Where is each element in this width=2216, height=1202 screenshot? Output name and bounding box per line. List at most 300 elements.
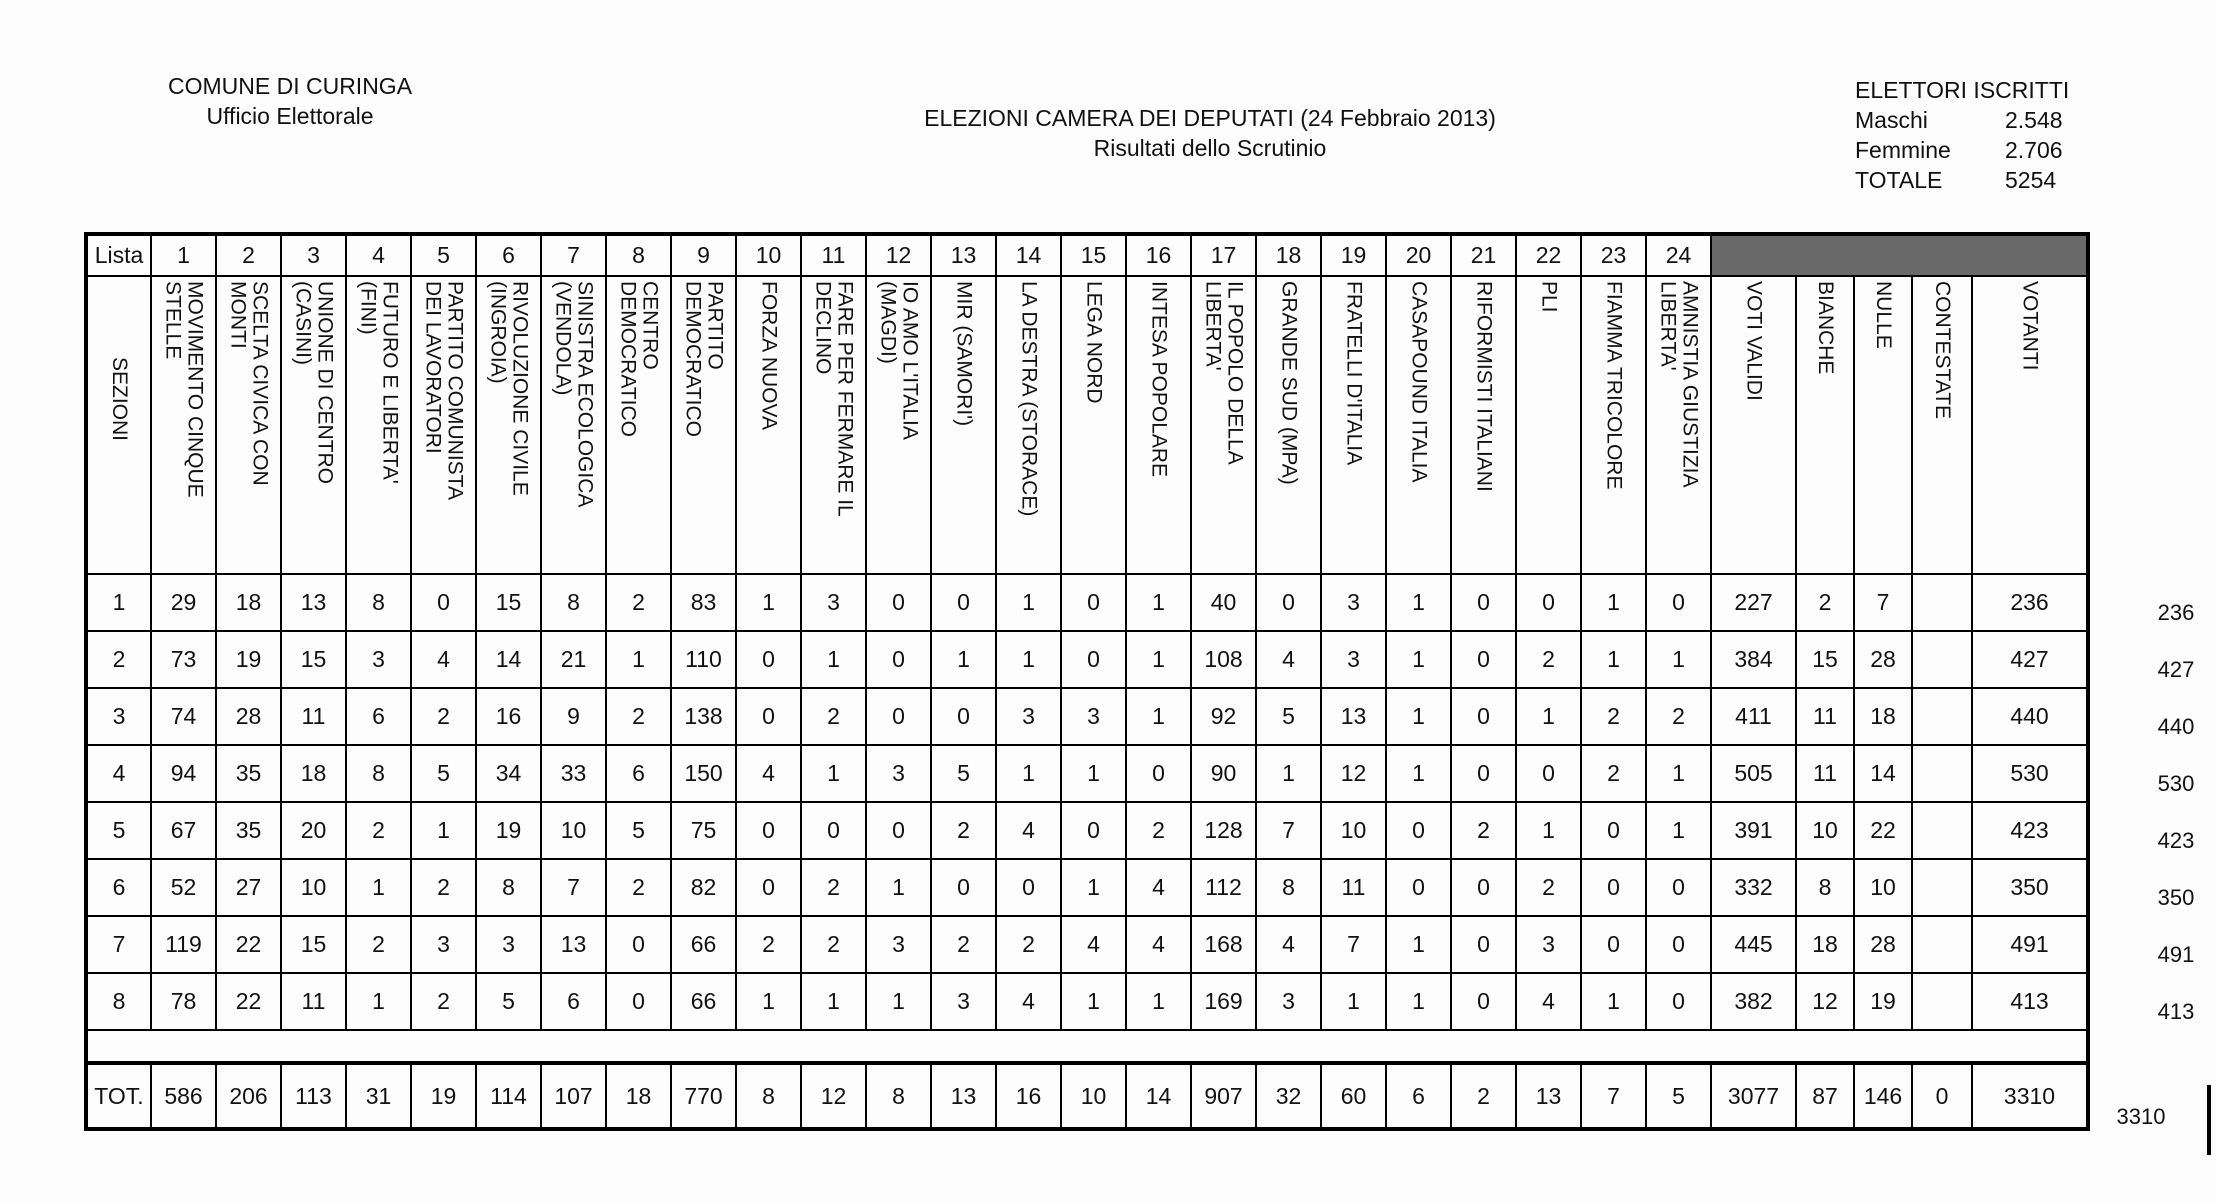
list-name: FARE PER FERMARE IL DECLINO [811, 281, 857, 517]
nulle-cell: 7 [1854, 574, 1912, 631]
total-vote-cell: 18 [606, 1063, 671, 1129]
table-row [86, 859, 2088, 916]
vote-cell: 14 [476, 631, 541, 688]
list-name: INTESA POPOLARE [1147, 281, 1171, 478]
vote-cell: 10 [281, 859, 346, 916]
summary-header-shading [1711, 234, 2088, 276]
vote-cell: 2 [1451, 802, 1516, 859]
vote-cell: 0 [1451, 859, 1516, 916]
vote-cell: 16 [476, 688, 541, 745]
vote-cell: 4 [996, 802, 1061, 859]
vote-cell: 35 [216, 802, 281, 859]
sezione-cell: 4 [86, 745, 151, 802]
table-row [86, 631, 2088, 688]
voti-validi-cell: 411 [1711, 688, 1796, 745]
vote-cell: 0 [996, 859, 1061, 916]
list-name-cell [216, 276, 281, 574]
votanti-cell: 427 [1972, 631, 2088, 688]
list-number-cell: 24 [1646, 234, 1711, 276]
list-name: FUTURO E LIBERTA' (FINI) [356, 281, 402, 484]
vote-cell: 1 [1386, 574, 1451, 631]
vote-cell: 8 [346, 745, 411, 802]
vote-cell: 12 [1321, 745, 1386, 802]
vote-cell: 0 [866, 688, 931, 745]
vote-cell: 1 [346, 973, 411, 1030]
electors-value: 2.548 [2005, 106, 2063, 133]
vote-cell: 7 [1256, 802, 1321, 859]
list-name-cell [541, 276, 606, 574]
list-name: SINISTRA ECOLOGICA (VENDOLA) [551, 281, 597, 508]
vote-cell: 1 [996, 631, 1061, 688]
vote-cell: 2 [1516, 859, 1581, 916]
vote-cell: 1 [1126, 973, 1191, 1030]
document-subtitle: Risultati dello Scrutinio [1093, 134, 1327, 161]
vote-cell: 73 [151, 631, 216, 688]
vote-cell: 1 [801, 745, 866, 802]
vote-cell: 1 [736, 973, 801, 1030]
vote-cell: 13 [281, 574, 346, 631]
vote-cell: 15 [281, 631, 346, 688]
list-name-cell [1191, 276, 1256, 574]
voti-validi-cell: 384 [1711, 631, 1796, 688]
margin-tally: 350 [2157, 885, 2195, 910]
vote-cell: 0 [931, 574, 996, 631]
vote-cell: 4 [1126, 916, 1191, 973]
vote-cell: 2 [411, 688, 476, 745]
vote-cell: 2 [1126, 802, 1191, 859]
vote-cell: 11 [1321, 859, 1386, 916]
total-vote-cell: 907 [1191, 1063, 1256, 1129]
vote-cell: 2 [1646, 688, 1711, 745]
list-name-cell [1386, 276, 1451, 574]
document-title-block [820, 104, 1600, 164]
vote-cell: 13 [541, 916, 606, 973]
bianche-cell: 8 [1796, 859, 1854, 916]
table-row [86, 745, 2088, 802]
vote-cell: 92 [1191, 688, 1256, 745]
vote-cell: 4 [1126, 859, 1191, 916]
votanti-cell: 236 [1972, 574, 2088, 631]
electors-block [1855, 76, 2185, 196]
total-vote-cell: 586 [151, 1063, 216, 1129]
list-name: FORZA NUOVA [757, 281, 781, 430]
total-vote-cell: 770 [671, 1063, 736, 1129]
vote-cell: 94 [151, 745, 216, 802]
vote-cell: 78 [151, 973, 216, 1030]
vote-cell: 1 [1386, 745, 1451, 802]
summary-header: NULLE [1872, 281, 1896, 349]
vote-cell: 20 [281, 802, 346, 859]
list-number-cell: 2 [216, 234, 281, 276]
vote-cell: 1 [996, 574, 1061, 631]
vote-cell: 18 [216, 574, 281, 631]
list-number-cell: 17 [1191, 234, 1256, 276]
electors-row [1855, 136, 2185, 166]
ufficio-name: Ufficio Elettorale [206, 102, 374, 129]
total-vote-cell: 13 [931, 1063, 996, 1129]
vote-cell: 0 [1581, 802, 1646, 859]
vote-cell: 0 [606, 973, 671, 1030]
list-name-row [86, 276, 2088, 574]
total-votanti-cell: 3310 [1972, 1063, 2088, 1129]
total-vote-cell: 31 [346, 1063, 411, 1129]
list-name-cell [1256, 276, 1321, 574]
sezione-cell: 8 [86, 973, 151, 1030]
vote-cell: 1 [1061, 859, 1126, 916]
list-name: CASAPOUND ITALIA [1407, 281, 1431, 483]
list-name: MIR (SAMORI') [952, 281, 976, 427]
vote-cell: 66 [671, 973, 736, 1030]
list-number-cell: 3 [281, 234, 346, 276]
vote-cell: 1 [1126, 688, 1191, 745]
list-number-cell: 11 [801, 234, 866, 276]
vote-cell: 18 [281, 745, 346, 802]
sezioni-label: SEZIONI [108, 357, 132, 442]
vote-cell: 169 [1191, 973, 1256, 1030]
list-name-cell [1061, 276, 1126, 574]
vote-cell: 90 [1191, 745, 1256, 802]
comune-header [120, 72, 460, 132]
vote-cell: 2 [1581, 745, 1646, 802]
list-number-cell: 23 [1581, 234, 1646, 276]
votanti-cell: 423 [1972, 802, 2088, 859]
vote-cell: 7 [1321, 916, 1386, 973]
vote-cell: 83 [671, 574, 736, 631]
votanti-cell: 413 [1972, 973, 2088, 1030]
list-name-cell [931, 276, 996, 574]
list-number-cell: 21 [1451, 234, 1516, 276]
vote-cell: 0 [1646, 574, 1711, 631]
vote-cell: 2 [606, 574, 671, 631]
vote-cell: 7 [541, 859, 606, 916]
contestate-cell [1912, 574, 1972, 631]
totals-label: TOT. [86, 1063, 151, 1129]
vote-cell: 2 [606, 688, 671, 745]
vote-cell: 2 [411, 859, 476, 916]
nulle-cell: 28 [1854, 631, 1912, 688]
margin-tally: 236 [2157, 600, 2195, 625]
vote-cell: 128 [1191, 802, 1256, 859]
vote-cell: 119 [151, 916, 216, 973]
list-name: PLI [1537, 281, 1561, 313]
summary-header: BIANCHE [1814, 281, 1838, 375]
vote-cell: 40 [1191, 574, 1256, 631]
votanti-cell: 440 [1972, 688, 2088, 745]
list-number-cell: 5 [411, 234, 476, 276]
vote-cell: 2 [411, 973, 476, 1030]
voti-validi-cell: 505 [1711, 745, 1796, 802]
vote-cell: 2 [931, 916, 996, 973]
vote-cell: 1 [606, 631, 671, 688]
list-name-cell [476, 276, 541, 574]
vote-cell: 0 [1061, 631, 1126, 688]
list-name-cell [996, 276, 1061, 574]
votanti-cell: 350 [1972, 859, 2088, 916]
vote-cell: 0 [1451, 688, 1516, 745]
separator-row [86, 1030, 2088, 1063]
vote-cell: 15 [281, 916, 346, 973]
vote-cell: 28 [216, 688, 281, 745]
votanti-cell: 491 [1972, 916, 2088, 973]
vote-cell: 1 [1646, 631, 1711, 688]
vote-cell: 1 [931, 631, 996, 688]
vote-cell: 1 [1061, 745, 1126, 802]
vote-cell: 0 [736, 631, 801, 688]
vote-cell: 0 [866, 802, 931, 859]
bianche-cell: 18 [1796, 916, 1854, 973]
vote-cell: 21 [541, 631, 606, 688]
list-name: FRATELLI D'ITALIA [1342, 281, 1366, 466]
vote-cell: 1 [1321, 973, 1386, 1030]
vote-cell: 0 [1581, 916, 1646, 973]
electors-row [1855, 106, 2185, 136]
totals-row [86, 1063, 2088, 1129]
vote-cell: 11 [281, 973, 346, 1030]
nulle-cell: 28 [1854, 916, 1912, 973]
vote-cell: 0 [1516, 745, 1581, 802]
summary-header-cell [1854, 276, 1912, 574]
lista-label: Lista [86, 234, 151, 276]
vote-cell: 0 [1061, 574, 1126, 631]
list-name: SCELTA CIVICA CON MONTI [226, 281, 272, 486]
vote-cell: 3 [996, 688, 1061, 745]
vote-cell: 67 [151, 802, 216, 859]
vote-cell: 6 [606, 745, 671, 802]
total-vote-cell: 19 [411, 1063, 476, 1129]
total-vote-cell: 6 [1386, 1063, 1451, 1129]
vote-cell: 0 [1646, 973, 1711, 1030]
nulle-cell: 14 [1854, 745, 1912, 802]
electors-heading: ELETTORI ISCRITTI [1855, 77, 2070, 103]
vote-cell: 11 [281, 688, 346, 745]
vote-cell: 3 [346, 631, 411, 688]
vote-cell: 2 [996, 916, 1061, 973]
table-row [86, 574, 2088, 631]
list-name: UNIONE DI CENTRO (CASINI) [291, 281, 337, 485]
vote-cell: 1 [1581, 973, 1646, 1030]
vote-cell: 0 [1451, 973, 1516, 1030]
vote-cell: 1 [1126, 631, 1191, 688]
vote-cell: 1 [801, 631, 866, 688]
list-number-cell: 9 [671, 234, 736, 276]
total-vote-cell: 32 [1256, 1063, 1321, 1129]
list-name-cell [346, 276, 411, 574]
sezioni-header-cell [86, 276, 151, 574]
list-name: IO AMO L'ITALIA (MAGDI) [876, 281, 922, 440]
vote-cell: 3 [866, 745, 931, 802]
summary-header: VOTI VALIDI [1742, 281, 1766, 401]
margin-tally: 530 [2157, 771, 2195, 796]
list-number-cell: 6 [476, 234, 541, 276]
sezione-cell: 3 [86, 688, 151, 745]
vote-cell: 1 [1061, 973, 1126, 1030]
vote-cell: 3 [411, 916, 476, 973]
electors-value: 5254 [2005, 166, 2057, 193]
list-name: LEGA NORD [1082, 281, 1106, 404]
vote-cell: 0 [1451, 631, 1516, 688]
list-name: LA DESTRA (STORACE) [1017, 281, 1041, 517]
voti-validi-cell: 332 [1711, 859, 1796, 916]
vote-cell: 34 [476, 745, 541, 802]
vote-cell: 52 [151, 859, 216, 916]
voti-validi-cell: 227 [1711, 574, 1796, 631]
bianche-cell: 11 [1796, 688, 1854, 745]
electors-label: Maschi [1855, 106, 1928, 133]
vote-cell: 2 [931, 802, 996, 859]
vote-cell: 74 [151, 688, 216, 745]
nulle-cell: 18 [1854, 688, 1912, 745]
total-bianche-cell: 87 [1796, 1063, 1854, 1129]
contestate-cell [1912, 916, 1972, 973]
vote-cell: 2 [801, 859, 866, 916]
contestate-cell [1912, 631, 1972, 688]
electors-label: TOTALE [1855, 166, 1943, 193]
list-number-cell: 4 [346, 234, 411, 276]
vote-cell: 3 [1256, 973, 1321, 1030]
total-validi-cell: 3077 [1711, 1063, 1796, 1129]
total-vote-cell: 16 [996, 1063, 1061, 1129]
total-vote-cell: 7 [1581, 1063, 1646, 1129]
vote-cell: 66 [671, 916, 736, 973]
list-name-cell [866, 276, 931, 574]
vote-cell: 5 [931, 745, 996, 802]
vote-cell: 3 [1061, 688, 1126, 745]
summary-header-cell [1711, 276, 1796, 574]
list-name-cell [411, 276, 476, 574]
separator-cell [86, 1030, 2088, 1063]
total-vote-cell: 13 [1516, 1063, 1581, 1129]
list-name: FIAMMA TRICOLORE [1602, 281, 1626, 490]
vote-cell: 1 [866, 859, 931, 916]
voti-validi-cell: 391 [1711, 802, 1796, 859]
vote-cell: 1 [801, 973, 866, 1030]
vote-cell: 3 [1321, 574, 1386, 631]
list-name: PARTITO DEMOCRATICO [681, 281, 727, 437]
vote-cell: 1 [1386, 973, 1451, 1030]
contestate-cell [1912, 745, 1972, 802]
list-number-cell: 15 [1061, 234, 1126, 276]
contestate-cell [1912, 802, 1972, 859]
vote-cell: 0 [1256, 574, 1321, 631]
bianche-cell: 11 [1796, 745, 1854, 802]
vote-cell: 0 [1646, 859, 1711, 916]
vote-cell: 0 [606, 916, 671, 973]
vote-cell: 6 [541, 973, 606, 1030]
list-number-cell: 13 [931, 234, 996, 276]
contestate-cell [1912, 859, 1972, 916]
bianche-cell: 15 [1796, 631, 1854, 688]
list-name: RIVOLUZIONE CIVILE (INGROIA) [486, 281, 532, 496]
list-number-cell: 19 [1321, 234, 1386, 276]
vote-cell: 0 [1581, 859, 1646, 916]
vote-cell: 1 [411, 802, 476, 859]
vote-cell: 3 [801, 574, 866, 631]
vote-cell: 1 [1581, 631, 1646, 688]
total-vote-cell: 206 [216, 1063, 281, 1129]
margin-total-tally: 3310 [2116, 1104, 2166, 1129]
list-number-cell: 18 [1256, 234, 1321, 276]
vote-cell: 1 [736, 574, 801, 631]
vote-cell: 0 [411, 574, 476, 631]
total-nulle-cell: 146 [1854, 1063, 1912, 1129]
sezione-cell: 7 [86, 916, 151, 973]
total-vote-cell: 60 [1321, 1063, 1386, 1129]
total-vote-cell: 5 [1646, 1063, 1711, 1129]
margin-tally: 423 [2157, 828, 2195, 853]
vote-cell: 10 [541, 802, 606, 859]
voti-validi-cell: 382 [1711, 973, 1796, 1030]
vote-cell: 0 [866, 631, 931, 688]
total-vote-cell: 2 [1451, 1063, 1516, 1129]
table-row [86, 802, 2088, 859]
voti-validi-cell: 445 [1711, 916, 1796, 973]
vote-cell: 3 [476, 916, 541, 973]
vote-cell: 0 [801, 802, 866, 859]
table-row [86, 916, 2088, 973]
results-table [84, 232, 2090, 1131]
vote-cell: 3 [1516, 916, 1581, 973]
vote-cell: 2 [736, 916, 801, 973]
sezione-cell: 2 [86, 631, 151, 688]
vote-cell: 29 [151, 574, 216, 631]
vote-cell: 1 [1581, 574, 1646, 631]
vote-cell: 0 [736, 688, 801, 745]
vote-cell: 4 [1516, 973, 1581, 1030]
vote-cell: 9 [541, 688, 606, 745]
total-vote-cell: 113 [281, 1063, 346, 1129]
list-name-cell [736, 276, 801, 574]
vote-cell: 82 [671, 859, 736, 916]
vote-cell: 8 [541, 574, 606, 631]
list-name-cell [1581, 276, 1646, 574]
list-name: PARTITO COMUNISTA DEI LAVORATORI [421, 281, 467, 500]
vote-cell: 1 [1386, 688, 1451, 745]
vote-cell: 75 [671, 802, 736, 859]
vote-cell: 8 [476, 859, 541, 916]
table-row [86, 973, 2088, 1030]
nulle-cell: 22 [1854, 802, 1912, 859]
total-vote-cell: 8 [736, 1063, 801, 1129]
sezione-cell: 6 [86, 859, 151, 916]
vote-cell: 1 [1516, 802, 1581, 859]
summary-header-cell [1912, 276, 1972, 574]
total-vote-cell: 12 [801, 1063, 866, 1129]
list-number-cell: 20 [1386, 234, 1451, 276]
vote-cell: 5 [411, 745, 476, 802]
electors-label: Femmine [1855, 136, 1951, 163]
list-name-cell [1451, 276, 1516, 574]
vote-cell: 0 [1386, 859, 1451, 916]
vote-cell: 0 [736, 859, 801, 916]
list-name-cell [151, 276, 216, 574]
vote-cell: 168 [1191, 916, 1256, 973]
vote-cell: 0 [1061, 802, 1126, 859]
bianche-cell: 2 [1796, 574, 1854, 631]
list-name-cell [801, 276, 866, 574]
bianche-cell: 12 [1796, 973, 1854, 1030]
vote-cell: 138 [671, 688, 736, 745]
vote-cell: 10 [1321, 802, 1386, 859]
vote-cell: 19 [216, 631, 281, 688]
list-name-cell [606, 276, 671, 574]
list-number-cell: 8 [606, 234, 671, 276]
vote-cell: 3 [931, 973, 996, 1030]
vote-cell: 35 [216, 745, 281, 802]
vote-cell: 4 [1256, 631, 1321, 688]
vote-cell: 4 [1061, 916, 1126, 973]
contestate-cell [1912, 973, 1972, 1030]
margin-tally: 413 [2157, 999, 2195, 1024]
